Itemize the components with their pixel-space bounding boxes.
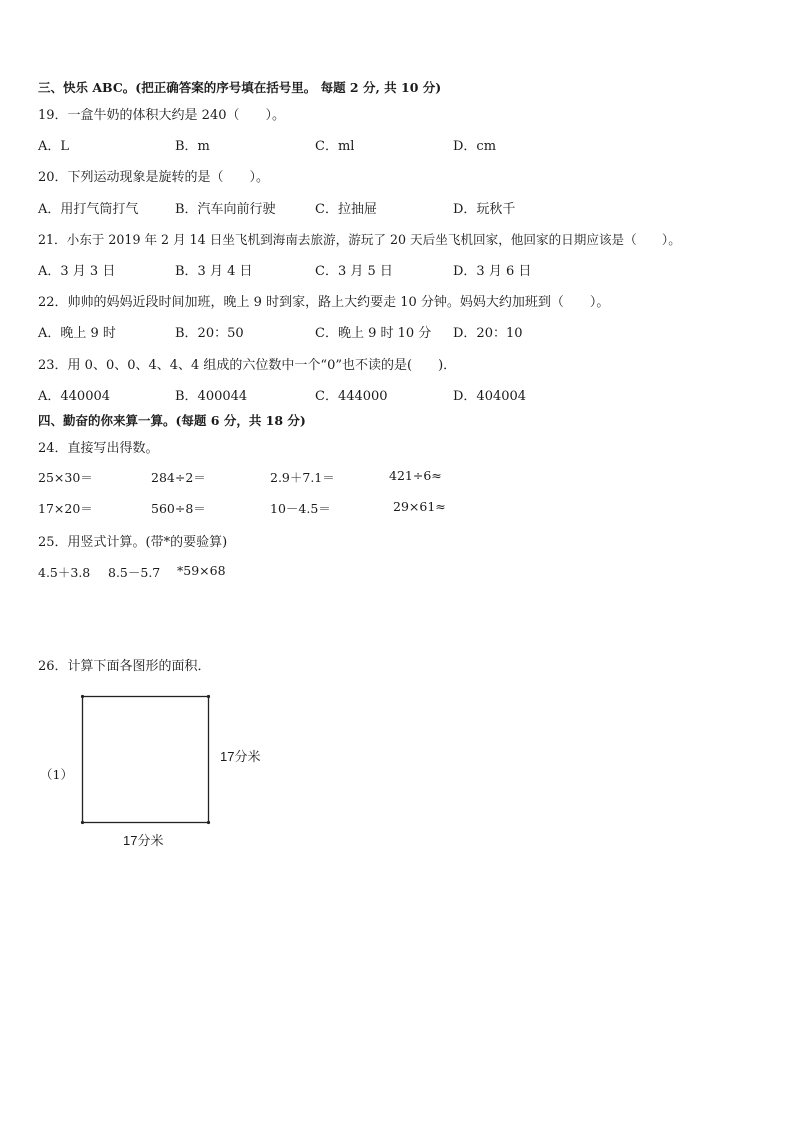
question-23-stem: 23．用 0、0、0、4、4、4 组成的六位数中一个“0”也不读的是( )． [38, 358, 457, 373]
q22-option-b: B．20：50 [175, 326, 244, 341]
q25-item: *59×68 [177, 563, 226, 578]
q20-option-a: A．用打气筒打气 [38, 202, 139, 217]
q21-option-a: A．3 月 3 日 [38, 264, 116, 279]
question-20-stem: 20．下列运动现象是旋转的是（ ）。 [38, 170, 270, 185]
q21-option-c: C．3 月 5 日 [315, 264, 393, 279]
section-4-title: 四、勤奋的你来算一算。(每题 6 分，共 18 分) [38, 413, 306, 428]
side-length-bottom: 17分米 [123, 833, 164, 848]
q24-item: 284÷2＝ [151, 470, 206, 485]
question-24-stem: 24．直接写出得数。 [38, 441, 159, 456]
q24-item: 17×20＝ [38, 501, 93, 516]
side-length-right: 17分米 [220, 749, 261, 764]
square-shape [83, 697, 209, 823]
q20-option-b: B．汽车向前行驶 [175, 202, 276, 217]
square-vertex [81, 695, 84, 698]
q22-option-d: D．20：10 [453, 326, 523, 341]
q21-option-b: B．3 月 4 日 [175, 264, 253, 279]
question-26-stem: 26．计算下面各图形的面积． [38, 659, 211, 674]
square-vertex [207, 821, 210, 824]
q19-option-b: B．m [175, 139, 210, 154]
square-vertex [207, 695, 210, 698]
q25-item: 4.5＋3.8 [38, 565, 91, 580]
q20-option-c: C．拉抽屉 [315, 202, 377, 217]
square-vertex [81, 821, 84, 824]
q22-option-a: A．晚上 9 时 [38, 326, 116, 341]
section-3-title: 三、快乐 ABC。(把正确答案的序号填在括号里。 每题 2 分, 共 10 分) [38, 80, 442, 95]
q24-item: 10－4.5＝ [270, 501, 331, 516]
q24-item: 421÷6≈ [389, 468, 442, 483]
q19-option-c: C．ml [315, 139, 355, 154]
question-22-stem: 22．帅帅的妈妈近段时间加班，晚上 9 时到家，路上大约要走 10 分钟。妈妈大约加班到（ ）。 [38, 295, 610, 310]
q23-option-d: D．404004 [453, 389, 527, 404]
q21-option-d: D．3 月 6 日 [453, 264, 532, 279]
q24-item: 29×61≈ [393, 499, 446, 514]
q20-option-d: D．玩秋千 [453, 202, 516, 217]
q23-option-a: A．440004 [38, 389, 111, 404]
figure-label: （1） [40, 767, 73, 782]
q24-item: 2.9＋7.1＝ [270, 470, 335, 485]
q25-item: 8.5－5.7 [108, 565, 161, 580]
q24-item: 560÷8＝ [151, 501, 206, 516]
q23-option-b: B．400044 [175, 389, 248, 404]
q19-option-d: D．cm [453, 139, 497, 154]
q23-option-c: C．444000 [315, 389, 388, 404]
q19-option-a: A．L [38, 139, 70, 154]
question-25-stem: 25．用竖式计算。(带*的要验算) [38, 535, 228, 550]
q22-option-c: C．晚上 9 时 10 分 [315, 326, 432, 341]
question-19-stem: 19．一盒牛奶的体积大约是 240（ ）。 [38, 108, 285, 123]
question-21-stem: 21．小东于 2019 年 2 月 14 日坐飞机到海南去旅游，游玩了 20 天后坐飞机回家，他回家的日期应该是（ ）。 [38, 232, 681, 247]
q24-item: 25×30＝ [38, 470, 93, 485]
